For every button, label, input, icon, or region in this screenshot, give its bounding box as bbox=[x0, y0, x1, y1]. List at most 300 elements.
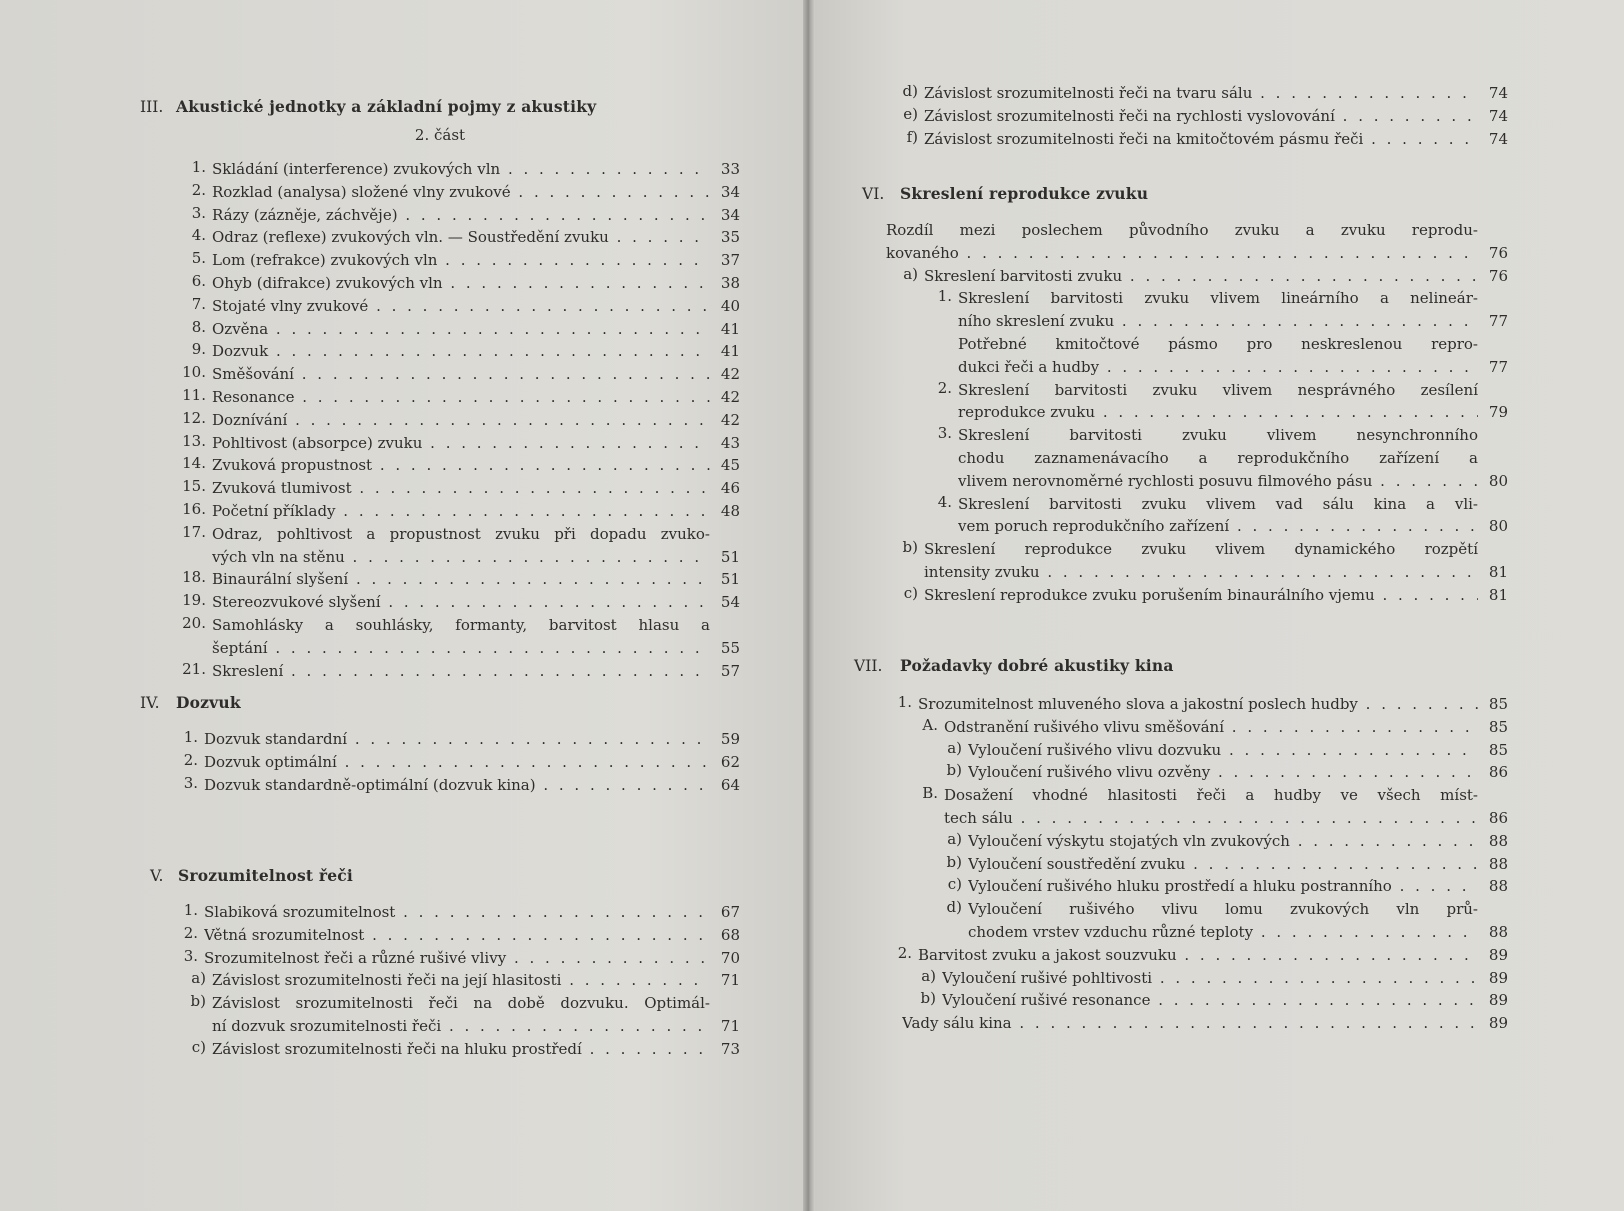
entry-page-number: 71 bbox=[720, 971, 740, 990]
entry-number: 2. bbox=[897, 943, 912, 962]
entry-list bbox=[854, 693, 1508, 1035]
entry-title bbox=[924, 128, 1478, 151]
toc-entry bbox=[150, 924, 740, 947]
toc-entry bbox=[140, 204, 740, 227]
entry-number: 20. bbox=[182, 613, 206, 632]
entry-title bbox=[968, 830, 1478, 853]
entry-title-line: Odraz (reflexe) zvukových vln. — Soustředění zvuku . . . bbox=[212, 226, 710, 249]
entry-title bbox=[212, 477, 710, 500]
entry-page-number: 88 bbox=[1488, 831, 1508, 850]
entry-title-line: Rozdíl mezi poslechem původního zvuku a zvuku reprodu- bbox=[886, 221, 1478, 239]
toc-entry bbox=[150, 901, 740, 924]
entry-page-number: 68 bbox=[720, 925, 740, 944]
toc-entry bbox=[854, 784, 1508, 830]
entry-number: 3. bbox=[183, 773, 198, 792]
entry-page-number: 41 bbox=[720, 319, 740, 338]
toc-entry bbox=[900, 82, 1508, 105]
entry-title-line: Vyloučení rušivého vlivu ozvěny . . . bbox=[968, 761, 1478, 784]
toc-entry bbox=[140, 386, 740, 409]
entry-number: 4. bbox=[937, 492, 952, 511]
entry-title-line: Dozvuk standardně-optimální (dozvuk kina) . . . bbox=[204, 774, 710, 797]
entry-title-line: Stojaté vlny zvukové . . . bbox=[212, 295, 710, 318]
entry-title bbox=[212, 386, 710, 409]
entry-title bbox=[944, 716, 1478, 739]
entry-title bbox=[212, 204, 710, 227]
toc-entry bbox=[854, 739, 1508, 762]
toc-entry bbox=[862, 333, 1508, 379]
entry-page-number: 45 bbox=[720, 456, 740, 475]
toc-entry bbox=[862, 287, 1508, 333]
section-heading bbox=[862, 183, 1508, 205]
entry-number: 2. bbox=[183, 750, 198, 769]
entry-page-number: 89 bbox=[1488, 945, 1508, 964]
entry-number: e) bbox=[903, 104, 918, 123]
entry-title-line: Závislost srozumitelnosti řeči na její hlasitosti . . . bbox=[212, 969, 710, 992]
toc-entry bbox=[140, 295, 740, 318]
entry-number: 5. bbox=[191, 249, 206, 268]
entry-title bbox=[212, 591, 710, 614]
entry-title bbox=[212, 340, 710, 363]
entry-title-line: Skreslení reprodukce zvuku vlivem dynamického rozpětí bbox=[924, 540, 1478, 559]
entry-page-number: 77 bbox=[1488, 357, 1508, 376]
entry-title-line: Početní příklady . . . bbox=[212, 500, 710, 523]
entry-number: 2. bbox=[183, 923, 198, 942]
entry-title-line: tech sálu . . . bbox=[944, 807, 1478, 830]
entry-title bbox=[212, 318, 710, 341]
entry-title bbox=[204, 728, 710, 751]
entry-number: f) bbox=[906, 127, 918, 146]
entry-page-number: 74 bbox=[1488, 129, 1508, 148]
entry-page-number: 57 bbox=[720, 661, 740, 680]
entry-title-line: Skreslení barvitosti zvuku vlivem nesynchronního bbox=[958, 426, 1478, 445]
toc-entry bbox=[140, 591, 740, 614]
entry-number: 12. bbox=[182, 408, 206, 427]
entry-page-number: 73 bbox=[720, 1039, 740, 1058]
entry-title-line: Závislost srozumitelnosti řeči na hluku prostředí . . . bbox=[212, 1038, 710, 1061]
entry-title-line: Vyloučení soustředění zvuku . . . bbox=[968, 853, 1478, 876]
section-number: V. bbox=[150, 867, 164, 885]
entry-page-number: 64 bbox=[720, 775, 740, 794]
entry-title-line: Skreslení . . . bbox=[212, 660, 710, 683]
entry-title bbox=[942, 967, 1478, 990]
entry-number: 1. bbox=[897, 693, 912, 711]
entry-title-line: Závislost srozumitelnosti řeči na kmitočtovém pásmu řeči . . . bbox=[924, 128, 1478, 151]
entry-page-number: 43 bbox=[720, 433, 740, 452]
entry-page-number: 80 bbox=[1488, 517, 1508, 536]
entry-number: a) bbox=[947, 829, 962, 848]
entry-page-number: 88 bbox=[1488, 922, 1508, 941]
entry-title bbox=[212, 432, 710, 455]
toc-entry bbox=[140, 318, 740, 341]
entry-number: b) bbox=[920, 989, 936, 1008]
entry-title bbox=[968, 761, 1478, 784]
entry-title bbox=[968, 853, 1478, 876]
entry-page-number: 76 bbox=[1488, 243, 1508, 262]
entry-title bbox=[918, 693, 1478, 716]
entry-title bbox=[212, 660, 710, 683]
entry-page-number: 80 bbox=[1488, 471, 1508, 490]
entry-number: b) bbox=[902, 538, 918, 557]
entry-number bbox=[928, 333, 952, 379]
entry-list bbox=[150, 901, 740, 1061]
section-heading bbox=[140, 692, 740, 714]
entry-number: 9. bbox=[191, 340, 206, 359]
toc-entry bbox=[862, 424, 1508, 492]
section-heading bbox=[854, 655, 1508, 677]
entry-title bbox=[204, 901, 710, 924]
toc-entry bbox=[854, 853, 1508, 876]
entry-page-number: 76 bbox=[1488, 266, 1508, 285]
toc-entry bbox=[140, 728, 740, 751]
entry-title-line: Binaurální slyšení . . . bbox=[212, 568, 710, 591]
toc-entry bbox=[854, 761, 1508, 784]
entry-title bbox=[958, 287, 1478, 333]
entry-number: 7. bbox=[191, 294, 206, 313]
toc-entry bbox=[140, 774, 740, 797]
entry-number: 13. bbox=[182, 431, 206, 450]
entry-page-number: 74 bbox=[1488, 106, 1508, 125]
entry-page-number: 88 bbox=[1488, 877, 1508, 896]
entry-title bbox=[204, 751, 710, 774]
entry-title-line: Skreslení barvitosti zvuku . . . bbox=[924, 265, 1478, 288]
entry-title-line: Skreslení barvitosti zvuku vlivem lineárního a nelineár- bbox=[958, 289, 1478, 308]
entry-title-line: Barvitost zvuku a jakost souzvuku . . . bbox=[918, 944, 1478, 967]
toc-entry bbox=[150, 992, 740, 1038]
entry-title-line: Dozvuk . . . bbox=[212, 340, 710, 363]
toc-entry bbox=[854, 830, 1508, 853]
toc-entry bbox=[854, 989, 1508, 1012]
entry-title bbox=[212, 181, 710, 204]
toc-entry bbox=[854, 716, 1508, 739]
entry-number: a) bbox=[191, 969, 206, 988]
entry-number: 3. bbox=[183, 946, 198, 965]
entry-title-line: Odstranění rušivého vlivu směšování . . . bbox=[944, 716, 1478, 739]
entry-number: 21. bbox=[182, 659, 206, 678]
toc-entry bbox=[862, 219, 1508, 265]
entry-title-line: Rázy (zázněje, záchvěje) . . . bbox=[212, 204, 710, 227]
toc-entry bbox=[862, 584, 1508, 607]
entry-page-number: 35 bbox=[720, 228, 740, 247]
toc-entry bbox=[900, 105, 1508, 128]
entry-list bbox=[862, 219, 1508, 607]
section-v bbox=[150, 865, 740, 1061]
entry-title-line: Doznívání . . . bbox=[212, 409, 710, 432]
entry-number: 2. bbox=[191, 180, 206, 199]
entry-title bbox=[212, 226, 710, 249]
toc-entry bbox=[140, 454, 740, 477]
entry-title bbox=[958, 333, 1478, 379]
section-heading bbox=[140, 96, 740, 118]
entry-title-line: ního skreslení zvuku . . . bbox=[958, 310, 1478, 333]
entry-page-number: 51 bbox=[720, 547, 740, 566]
entry-number: 16. bbox=[182, 499, 206, 518]
toc-entry bbox=[140, 249, 740, 272]
entry-title bbox=[958, 424, 1478, 492]
section-title: Dozvuk bbox=[176, 693, 241, 712]
entry-page-number: 54 bbox=[720, 593, 740, 612]
entry-title bbox=[212, 363, 710, 386]
entry-number: 14. bbox=[182, 454, 206, 473]
entry-title-line: Závislost srozumitelnosti řeči na tvaru sálu . . . bbox=[924, 82, 1478, 105]
entry-title bbox=[886, 219, 1478, 265]
entry-title-line: dukci řeči a hudby . . . bbox=[958, 356, 1478, 379]
entry-page-number: 74 bbox=[1488, 84, 1508, 102]
entry-number: 3. bbox=[191, 203, 206, 222]
entry-title-line: Pohltivost (absorpce) zvuku . . . bbox=[212, 432, 710, 455]
section-v-continued bbox=[900, 82, 1508, 150]
entry-number: 3. bbox=[937, 424, 952, 443]
entry-number: a) bbox=[947, 738, 962, 757]
entry-title-line: Rozklad (analysa) složené vlny zvukové . . . bbox=[212, 181, 710, 204]
entry-title bbox=[924, 265, 1478, 288]
entry-number: d) bbox=[902, 82, 918, 100]
entry-title-line: Vyloučení výskytu stojatých vln zvukových . . . bbox=[968, 830, 1478, 853]
section-number: IV. bbox=[140, 694, 160, 712]
entry-page-number: 89 bbox=[1488, 968, 1508, 987]
entry-title-line: reprodukce zvuku . . . bbox=[958, 401, 1478, 424]
toc-entry bbox=[140, 340, 740, 363]
entry-title-line: Vyloučení rušivého vlivu dozvuku . . . bbox=[968, 739, 1478, 762]
entry-page-number: 46 bbox=[720, 479, 740, 498]
section-title: Skreslení reprodukce zvuku bbox=[900, 184, 1149, 203]
entry-page-number: 85 bbox=[1488, 695, 1508, 713]
entry-page-number: 42 bbox=[720, 387, 740, 406]
entry-number: c) bbox=[191, 1037, 206, 1056]
book-gutter bbox=[803, 0, 815, 1211]
entry-title-line: Směšování . . . bbox=[212, 363, 710, 386]
entry-title-line: Stereozvukové slyšení . . . bbox=[212, 591, 710, 614]
entry-title-line: vlivem nerovnoměrné rychlosti posuvu filmového pásu . . . bbox=[958, 470, 1478, 493]
entry-title bbox=[212, 454, 710, 477]
toc-entry bbox=[140, 181, 740, 204]
entry-title bbox=[204, 774, 710, 797]
entry-number: b) bbox=[946, 761, 962, 780]
toc-entry bbox=[150, 1038, 740, 1061]
entry-page-number: 86 bbox=[1488, 763, 1508, 782]
entry-title bbox=[924, 82, 1478, 105]
entry-title-line: šeptání . . . bbox=[212, 637, 710, 660]
entry-title bbox=[968, 875, 1478, 898]
entry-title bbox=[944, 784, 1478, 830]
entry-title bbox=[212, 272, 710, 295]
entry-page-number: 89 bbox=[1488, 1014, 1508, 1033]
entry-title bbox=[212, 295, 710, 318]
entry-title-line: Vyloučení rušivé pohltivosti . . . bbox=[942, 967, 1478, 990]
entry-title-line: Skládání (interference) zvukových vln . . . bbox=[212, 158, 710, 181]
entry-title bbox=[212, 1038, 710, 1061]
entry-page-number: 41 bbox=[720, 342, 740, 361]
entry-number: 1. bbox=[191, 158, 206, 176]
toc-entry bbox=[140, 523, 740, 569]
entry-title bbox=[924, 584, 1478, 607]
section-heading bbox=[150, 865, 740, 887]
toc-entry bbox=[862, 538, 1508, 584]
entry-title-line: Potřebné kmitočtové pásmo pro neskreslenou repro- bbox=[958, 334, 1478, 353]
entry-title bbox=[212, 568, 710, 591]
entry-page-number: 42 bbox=[720, 365, 740, 384]
entry-title-line: Zvuková tlumivost . . . bbox=[212, 477, 710, 500]
entry-title bbox=[958, 379, 1478, 425]
entry-number: 10. bbox=[182, 363, 206, 382]
entry-title-line: vých vln na stěnu . . . bbox=[212, 546, 710, 569]
entry-page-number: 62 bbox=[720, 752, 740, 771]
toc-entry bbox=[140, 614, 740, 660]
entry-title bbox=[212, 969, 710, 992]
entry-page-number: 55 bbox=[720, 638, 740, 657]
entry-title-line: Vady sálu kina . . . bbox=[902, 1012, 1478, 1035]
entry-title-line: Samohlásky a souhlásky, formanty, barvitost hlasu a bbox=[212, 615, 710, 634]
toc-entry bbox=[854, 967, 1508, 990]
toc-entry bbox=[854, 693, 1508, 716]
entry-title bbox=[212, 249, 710, 272]
entry-title-line: Dosažení vhodné hlasitosti řeči a hudby ve všech míst- bbox=[944, 786, 1478, 805]
toc-entry bbox=[140, 500, 740, 523]
entry-page-number: 89 bbox=[1488, 991, 1508, 1010]
entry-title bbox=[942, 989, 1478, 1012]
entry-page-number: 59 bbox=[720, 730, 740, 748]
entry-title-line: chodu zaznamenávacího a reprodukčního zařízení a bbox=[958, 448, 1478, 467]
entry-number: 11. bbox=[182, 385, 206, 404]
entry-page-number: 85 bbox=[1488, 740, 1508, 759]
entry-title-line: Srozumitelnost řeči a různé rušivé vlivy . . . bbox=[204, 947, 710, 970]
entry-title-line: Srozumitelnost mluveného slova a jakostní poslech hudby . . . bbox=[918, 693, 1478, 716]
entry-title-line: Skreslení barvitosti zvuku vlivem nesprávného zesílení bbox=[958, 380, 1478, 399]
toc-entry bbox=[140, 158, 740, 181]
toc-entry bbox=[854, 898, 1508, 944]
entry-page-number: 67 bbox=[720, 903, 740, 921]
toc-entry bbox=[862, 379, 1508, 425]
section-title: Akustické jednotky a základní pojmy z akustiky bbox=[176, 97, 597, 116]
entry-title bbox=[958, 493, 1478, 539]
entry-page-number: 40 bbox=[720, 296, 740, 315]
entry-title bbox=[902, 1012, 1478, 1035]
entry-title-line: ní dozvuk srozumitelnosti řeči . . . bbox=[212, 1015, 710, 1038]
toc-entry bbox=[150, 947, 740, 970]
entry-number: B. bbox=[922, 784, 938, 803]
section-number: VI. bbox=[862, 185, 885, 203]
left-page bbox=[0, 0, 808, 1211]
entry-title-line: Skreslení barvitosti zvuku vlivem vad sálu kina a vli- bbox=[958, 494, 1478, 513]
section-number: III. bbox=[140, 98, 164, 116]
toc-entry bbox=[140, 751, 740, 774]
entry-number: a) bbox=[921, 966, 936, 985]
entry-title-line: Ozvěna . . . bbox=[212, 318, 710, 341]
toc-entry bbox=[140, 477, 740, 500]
entry-title bbox=[212, 409, 710, 432]
toc-entry bbox=[854, 944, 1508, 967]
entry-page-number: 81 bbox=[1488, 562, 1508, 581]
entry-title-line: Větná srozumitelnost . . . bbox=[204, 924, 710, 947]
entry-title bbox=[924, 538, 1478, 584]
entry-title-line: Vyloučení rušivého hluku prostředí a hluku postranního . . . bbox=[968, 875, 1478, 898]
entry-number: a) bbox=[903, 264, 918, 283]
toc-entry bbox=[854, 1012, 1508, 1035]
entry-title-line: chodem vrstev vzduchu různé teploty . . . bbox=[968, 921, 1478, 944]
entry-number: 17. bbox=[182, 522, 206, 541]
entry-title bbox=[968, 898, 1478, 944]
entry-number: 2. bbox=[937, 378, 952, 397]
entry-page-number: 86 bbox=[1488, 808, 1508, 827]
entry-title-line: vem poruch reprodukčního zařízení . . . bbox=[958, 515, 1478, 538]
section-iii bbox=[140, 96, 740, 682]
entry-list bbox=[140, 728, 740, 796]
entry-title-line: Dozvuk standardní . . . bbox=[204, 728, 710, 751]
entry-number: c) bbox=[903, 583, 918, 602]
entry-number: 1. bbox=[183, 901, 198, 919]
part-label: 2. část bbox=[414, 126, 466, 144]
toc-entry bbox=[150, 969, 740, 992]
entry-title bbox=[924, 105, 1478, 128]
entry-page-number: 34 bbox=[720, 205, 740, 224]
right-page bbox=[808, 0, 1624, 1211]
section-title: Požadavky dobré akustiky kina bbox=[900, 656, 1174, 675]
entry-page-number: 81 bbox=[1488, 585, 1508, 604]
toc-entry bbox=[862, 265, 1508, 288]
entry-number: 19. bbox=[182, 591, 206, 610]
entry-title-line: Závislost srozumitelnosti řeči na době dozvuku. Optimál- bbox=[212, 994, 710, 1013]
entry-page-number: 77 bbox=[1488, 312, 1508, 331]
entry-title-line: Lom (refrakce) zvukových vln . . . bbox=[212, 249, 710, 272]
section-vi bbox=[862, 183, 1508, 607]
entry-number: 1. bbox=[183, 728, 198, 746]
entry-list bbox=[140, 158, 740, 682]
entry-number: 6. bbox=[191, 271, 206, 290]
entry-title-line: kovaného . . . bbox=[886, 242, 1478, 265]
entry-title bbox=[204, 947, 710, 970]
entry-title-line: Odraz, pohltivost a propustnost zvuku při dopadu zvuko- bbox=[212, 524, 710, 543]
toc-entry bbox=[140, 363, 740, 386]
toc-entry bbox=[140, 660, 740, 683]
entry-page-number: 51 bbox=[720, 570, 740, 589]
entry-page-number: 37 bbox=[720, 251, 740, 270]
toc-entry bbox=[140, 568, 740, 591]
entry-number: 8. bbox=[191, 317, 206, 336]
entry-title-line: Dozvuk optimální . . . bbox=[204, 751, 710, 774]
entry-title bbox=[204, 924, 710, 947]
entry-page-number: 70 bbox=[720, 948, 740, 967]
toc-entry bbox=[900, 128, 1508, 151]
entry-title-line: Závislost srozumitelnosti řeči na rychlosti vyslovování . . . bbox=[924, 105, 1478, 128]
entry-title-line: Skreslení reprodukce zvuku porušením binaurálního vjemu . . . bbox=[924, 584, 1478, 607]
entry-title bbox=[918, 944, 1478, 967]
entry-number: b) bbox=[190, 992, 206, 1011]
entry-page-number: 88 bbox=[1488, 854, 1508, 873]
entry-title bbox=[212, 158, 710, 181]
entry-title-line: Zvuková propustnost . . . bbox=[212, 454, 710, 477]
entry-page-number: 79 bbox=[1488, 403, 1508, 422]
entry-title-line: intensity zvuku . . . bbox=[924, 561, 1478, 584]
entry-title-line: Vyloučení rušivého vlivu lomu zvukových vln prů- bbox=[968, 900, 1478, 919]
toc-entry bbox=[854, 875, 1508, 898]
section-title: Srozumitelnost řeči bbox=[178, 866, 354, 885]
entry-title bbox=[212, 992, 710, 1038]
entry-number: b) bbox=[946, 852, 962, 871]
entry-number: 18. bbox=[182, 568, 206, 587]
entry-title bbox=[212, 614, 710, 660]
entry-title-line: Ohyb (difrakce) zvukových vln . . . bbox=[212, 272, 710, 295]
section-vii bbox=[854, 655, 1508, 1035]
entry-page-number: 48 bbox=[720, 501, 740, 520]
entry-number: A. bbox=[922, 715, 938, 734]
entry-page-number: 85 bbox=[1488, 717, 1508, 736]
entry-number: 1. bbox=[937, 287, 952, 306]
entry-title bbox=[968, 739, 1478, 762]
entry-title-line: Resonance . . . bbox=[212, 386, 710, 409]
entry-number: d) bbox=[946, 898, 962, 917]
entry-page-number: 34 bbox=[720, 182, 740, 201]
entry-number: 15. bbox=[182, 477, 206, 496]
entry-title-line: Vyloučení rušivé resonance . . . bbox=[942, 989, 1478, 1012]
